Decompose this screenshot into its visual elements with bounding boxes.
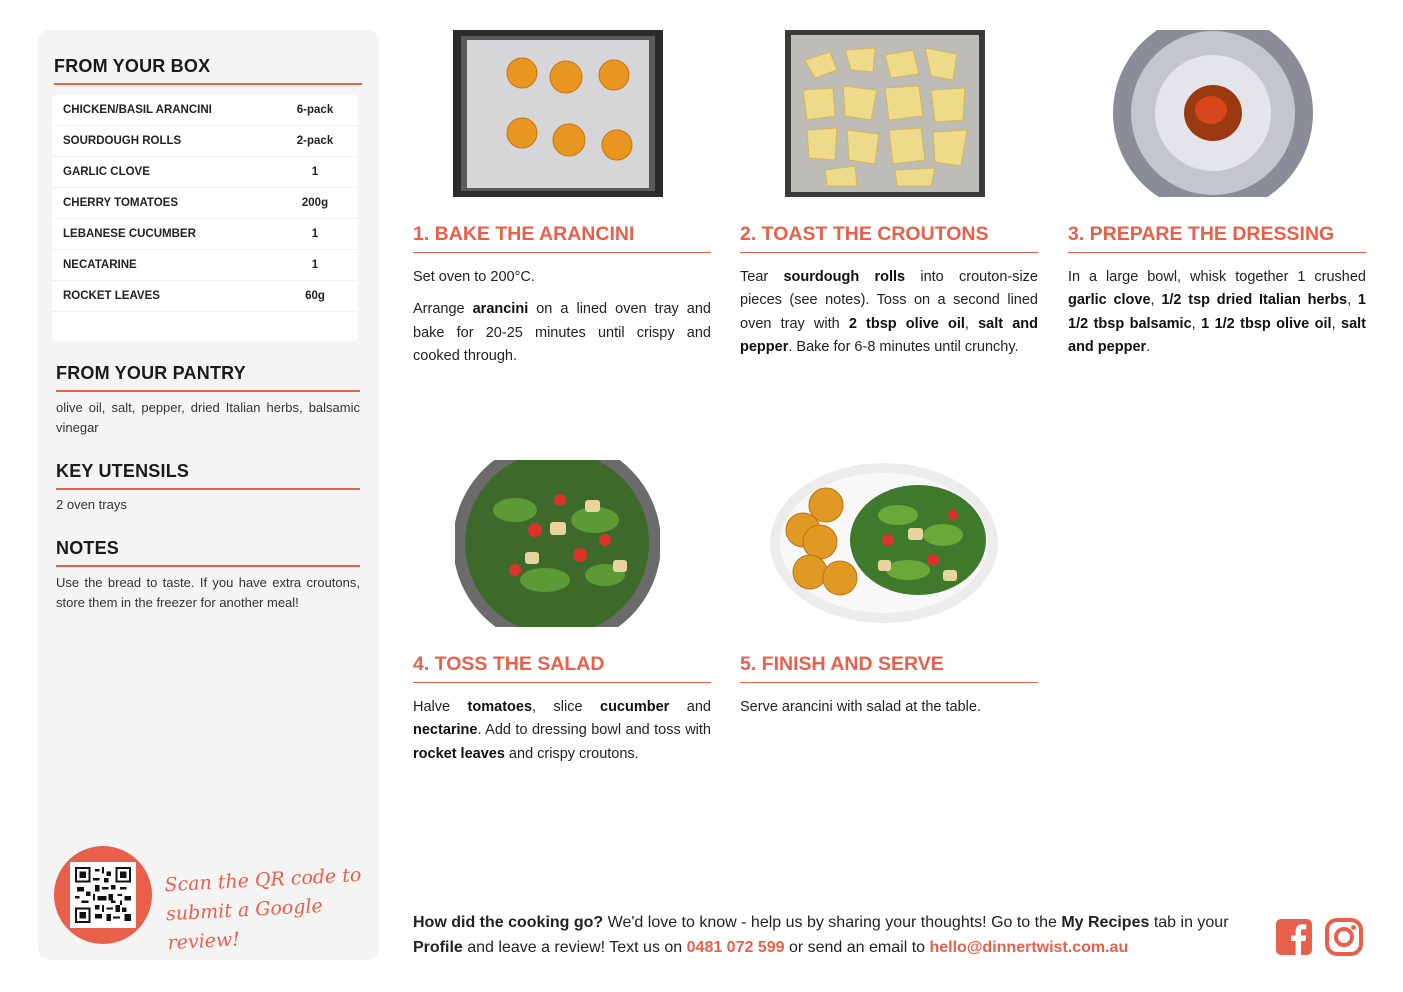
ingredient-qty: 1 [311,259,319,271]
text-run: on a lined oven tray and bake for 20-25 minutes until crispy and cooked through. [413,301,711,364]
ingredient-qty: 60g [305,290,325,302]
text-run: tab in your [1149,914,1229,931]
text-run: , [1347,292,1358,309]
step-paragraph: Serve arancini with salad at the table. [740,699,981,715]
instagram-icon[interactable] [1325,918,1363,956]
step-text-4 [413,696,711,775]
ingredient-name: CHICKEN/BASIL ARANCINI [63,104,212,116]
text-bold: sourdough rolls [783,269,906,285]
text-bold: nectarine [413,722,478,739]
table-row [52,188,358,219]
text-run: and leave a review! Text us on [462,939,687,956]
notes-text: Use the bread to taste. If you have extra croutons, store them in the freezer for another meal! [56,575,360,610]
footer-question: How did the cooking go? [413,914,604,931]
table-row [52,219,358,250]
step-text-5 [740,696,1038,728]
step-title-5: 5. FINISH AND SERVE [740,653,1038,683]
table-row [52,250,358,281]
text-run: , [964,315,979,332]
ingredient-name: GARLIC CLOVE [63,166,150,178]
ingredient-qty: 6-pack [296,104,334,116]
ingredients-table [52,95,358,341]
from-box-title: FROM YOUR BOX [54,56,362,85]
photo-plated-dish [768,460,1000,627]
text-run: , [1331,315,1342,332]
step-text-2 [740,266,1038,368]
ingredient-qty: 1 [311,166,319,178]
text-bold: 1 1/2 tbsp olive oil [1201,315,1332,332]
table-row [52,281,358,312]
phone-link[interactable]: 0481 072 599 [686,939,785,956]
step-paragraph [413,696,711,766]
text-run: In a large bowl, whisk together 1 crushed [1068,269,1366,285]
ingredient-name: CHERRY TOMATOES [63,197,179,209]
text-run: and crispy croutons. [504,745,639,762]
feedback-footer [413,910,1263,960]
text-run: Halve [413,699,468,715]
text-run: , slice [532,699,600,715]
qr-caption-line: Scan the QR code to [164,863,362,897]
ingredient-qty: 1 [311,228,319,240]
qr-caption-line: submit a Google review! [165,895,324,955]
table-row [52,126,358,157]
text-run: into crouton-size pieces (see notes). Toss on a second lined oven tray with [740,269,1038,332]
utensils-text: 2 oven trays [56,497,127,512]
my-recipes-label: My Recipes [1061,914,1150,931]
step-title-1: 1. BAKE THE ARANCINI [413,223,711,253]
text-run: Tear [740,269,784,285]
step-title-3: 3. PREPARE THE DRESSING [1068,223,1366,253]
qr-code-icon[interactable] [70,862,136,928]
text-bold: salt and pepper [1068,315,1367,355]
pantry-title: FROM YOUR PANTRY [56,363,360,392]
text-bold: 1/2 tsp dried Italian herbs [1161,292,1348,309]
text-run: . Add to dressing bowl and toss with [477,722,711,739]
text-run: . Bake for 6-8 minutes until crunchy. [788,338,1019,355]
email-link[interactable]: hello@dinnertwist.com.au [929,939,1129,956]
step-title-4: 4. TOSS THE SALAD [413,653,711,683]
text-run: Arrange [413,301,473,318]
text-bold: garlic clove [1068,292,1151,309]
utensils-title: KEY UTENSILS [56,461,360,490]
step-text-1 [413,266,711,377]
profile-label: Profile [413,939,463,956]
ingredient-qty: 200g [301,197,329,209]
notes-title: NOTES [56,538,360,567]
table-row [52,95,358,126]
ingredient-name: SOURDOUGH ROLLS [63,135,182,147]
text-bold: arancini [472,301,529,318]
text-bold: cucumber [600,699,670,715]
pantry-text: olive oil, salt, pepper, dried Italian herbs, balsamic vinegar [56,400,360,435]
text-run: and [669,699,711,715]
step-paragraph [740,266,1038,359]
photo-arancini-tray [453,30,663,197]
text-bold: 1 1/2 tbsp balsamic [1068,292,1366,332]
step-title-2: 2. TOAST THE CROUTONS [740,223,1038,253]
qr-badge[interactable] [54,846,152,944]
text-bold: 2 tbsp olive oil [848,315,965,332]
qr-caption [164,861,368,958]
text-run: , [1150,292,1162,309]
step-paragraph: Set oven to 200°C. [413,269,535,285]
text-bold: tomatoes [467,699,533,715]
text-run: . [1146,338,1151,355]
facebook-icon[interactable] [1275,918,1313,956]
photo-croutons-tray [785,30,985,197]
text-bold: rocket leaves [413,745,505,762]
ingredient-name: ROCKET LEAVES [63,290,160,302]
photo-salad-bowl [455,460,660,627]
photo-dressing-bowl [1113,30,1313,197]
text-run: , [1191,315,1202,332]
step-paragraph [1068,266,1366,359]
text-bold: salt and pepper [740,315,1039,355]
text-run: or send an email to [784,939,930,956]
sidebar [38,30,379,960]
text-run: We'd love to know - help us by sharing your thoughts! Go to the [603,914,1062,931]
step-text-3 [1068,266,1366,368]
table-row [52,157,358,188]
ingredient-qty: 2-pack [296,135,334,147]
ingredient-name: NECATARINE [63,259,137,271]
ingredient-name: LEBANESE CUCUMBER [63,228,196,240]
step-paragraph [413,298,711,368]
